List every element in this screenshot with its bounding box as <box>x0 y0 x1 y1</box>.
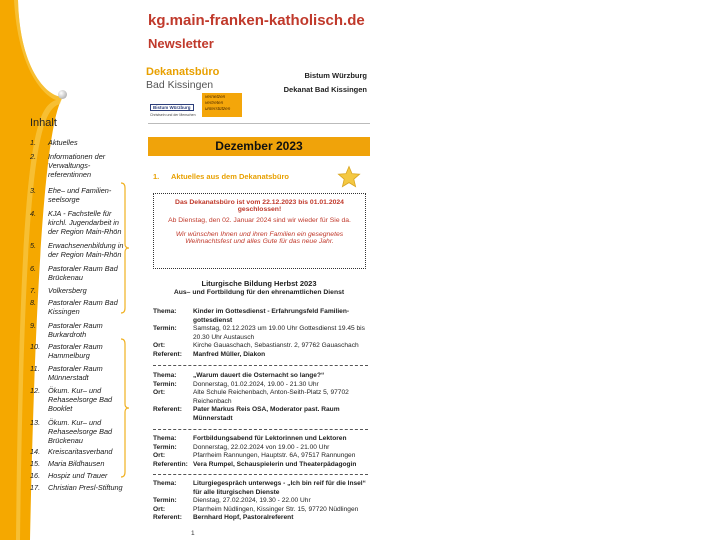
logo-badge-tagline: Christsein und der Menschen <box>150 113 196 117</box>
event-row: Thema: „Warum dauert die Osternacht so lange?“ <box>153 372 325 379</box>
event-row: Termin: Samstag, 02.12.2023 um 19.00 Uhr Gottesdienst 19.45 bis 20.30 Uhr Austausch <box>153 325 365 341</box>
event-separator <box>153 429 368 430</box>
notice-line2: geschlossen! <box>237 206 282 213</box>
event-row: Referent: Bernhard Hopf, Pastoralreferent <box>153 514 294 521</box>
event-row: Ort: Alte Schule Reichenbach, Anton-Seith-Platz 5, 97702 Reichenbach <box>153 389 349 405</box>
logo-line1: Dekanatsbüro <box>146 66 220 78</box>
event-row: Thema: Liturgiegespräch unterwegs - „Ich bin reif für die Insel“ für alle liturgischen Dienste <box>153 480 366 496</box>
toc-item-16[interactable]: 16. Hospiz und Trauer <box>30 471 108 480</box>
toc-item-17[interactable]: 17. Christian Presl-Stiftung <box>30 483 123 492</box>
event-row: Termin: Donnerstag, 22.02.2024 von 19.00 - 21.00 Uhr <box>153 443 330 451</box>
event-row: Thema: Fortbildungsabend für Lektorinnen und Lektoren <box>153 435 347 442</box>
newsletter-title: Newsletter <box>148 36 214 51</box>
notice-line5: Weihnachtsfest und alles Gute für das neue Jahr. <box>185 238 334 245</box>
logo-badge <box>150 104 196 117</box>
event-row: Ort: Pfarrheim Rannungen, Hauptstr. 6A, 97517 Rannungen <box>153 452 356 459</box>
toc-item-5[interactable]: 5. Erwachsenenbildung in der Region Main-Rhön <box>30 241 124 259</box>
event-row: Referent: Manfred Müller, Diakon <box>153 350 266 358</box>
toc-item-11[interactable]: 11. Pastoraler Raum Münnerstadt <box>30 364 103 382</box>
toc-item-9[interactable]: 9. Pastoraler Raum Burkardroth <box>30 321 103 339</box>
toc-item-15[interactable]: 15. Maria Bildhausen <box>30 459 105 468</box>
event-4 <box>153 480 368 523</box>
toc-item-7[interactable]: 7. Volkersberg <box>30 286 87 295</box>
logo-tag2: vertreten <box>205 100 224 105</box>
toc-item-4[interactable]: 4. KJA - Fachstelle für kirchl. Jugendarbeit in der Region Main-Rhön <box>30 209 122 236</box>
toc-item-8[interactable]: 8. Pastoraler Raum Bad Kissingen <box>30 298 118 316</box>
logo-line2: Bad Kissingen <box>146 79 214 91</box>
event-2 <box>153 372 368 423</box>
event-separator <box>153 365 368 366</box>
event-row: Termin: Donnerstag, 01.02.2024, 19.00 - 21.30 Uhr <box>153 380 319 388</box>
liturgy-subtitle: Aus– und Fortbildung für den ehrenamtlichen Dienst <box>173 289 345 296</box>
star-icon <box>337 165 361 189</box>
toc-item-2[interactable]: 2. Informationen der Verwaltungs-referentinnen <box>30 152 106 179</box>
logo-tag1: vernetzen <box>205 94 226 99</box>
org-line1: Bistum Würzburg <box>304 71 367 80</box>
toc-item-10[interactable]: 10. Pastoraler Raum Hammelburg <box>30 342 103 360</box>
event-1 <box>153 308 368 359</box>
event-row: Thema: Kinder im Gottesdienst - Erfahrungsfeld Familien-gottesdienst <box>153 308 350 324</box>
event-3 <box>153 435 368 469</box>
logo-tag3: unterstützen <box>205 106 231 111</box>
closure-notice <box>153 193 366 269</box>
event-row: Referentin: Vera Rumpel, Schauspielerin und Theaterpädagogin <box>153 460 357 468</box>
event-row: Termin: Dienstag, 27.02.2024, 19.30 - 22.00 Uhr <box>153 497 311 504</box>
event-row: Ort: Pfarrheim Nüdlingen, Kissinger Str. 15, 97720 Nüdlingen <box>153 505 359 513</box>
section-heading-1: 1. Aktuelles aus dem Dekanatsbüro <box>153 172 289 181</box>
toc-item-3[interactable]: 3. Ehe– und Familien-seelsorge <box>30 186 112 204</box>
toc-bracket-upper <box>119 182 131 314</box>
decorative-dot <box>58 90 67 99</box>
toc-item-13[interactable]: 13. Ökum. Kur– und Rehaseelsorge Bad Brückenau <box>30 418 113 445</box>
dekanatsbuero-logo <box>146 66 246 120</box>
toc-item-14[interactable]: 14. Kreiscaritasverband <box>30 447 113 456</box>
logo-tag-box <box>202 93 242 117</box>
liturgy-title: Liturgische Bildung Herbst 2023 <box>201 279 317 288</box>
toc-item-12[interactable]: 12. Ökum. Kur– und Rehaseelsorge Bad Booklet <box>30 386 113 413</box>
toc-bracket-lower <box>119 338 131 478</box>
toc-item-1[interactable]: 1. Aktuelles <box>30 138 78 147</box>
notice-line3: Ab Dienstag, den 02. Januar 2024 sind wir wieder für Sie da. <box>168 217 351 224</box>
event-row: Ort: Kirche Gauaschach, Sebastianstr. 2, 97762 Gauaschach <box>153 342 359 349</box>
page-number: 1 <box>191 530 195 537</box>
event-row: Referent: Pater Markus Reis OSA, Moderator past. Raum Münnerstadt <box>153 406 340 422</box>
notice-line4: Wir wünschen Ihnen und ihren Familien ein gesegnetes <box>175 231 344 238</box>
site-title: kg.main-franken-katholisch.de <box>148 12 365 29</box>
header-divider <box>148 123 370 124</box>
org-line2: Dekanat Bad Kissingen <box>283 85 367 94</box>
notice-line1: Das Dekanatsbüro ist vom 22.12.2023 bis 01.01.2024 <box>175 199 344 206</box>
toc-title: Inhalt <box>30 117 57 129</box>
event-separator <box>153 474 368 475</box>
toc-item-6[interactable]: 6. Pastoraler Raum Bad Brückenau <box>30 264 118 282</box>
month-banner: Dezember 2023 <box>148 137 370 156</box>
logo-badge-name: Bistum Würzburg <box>150 104 194 111</box>
